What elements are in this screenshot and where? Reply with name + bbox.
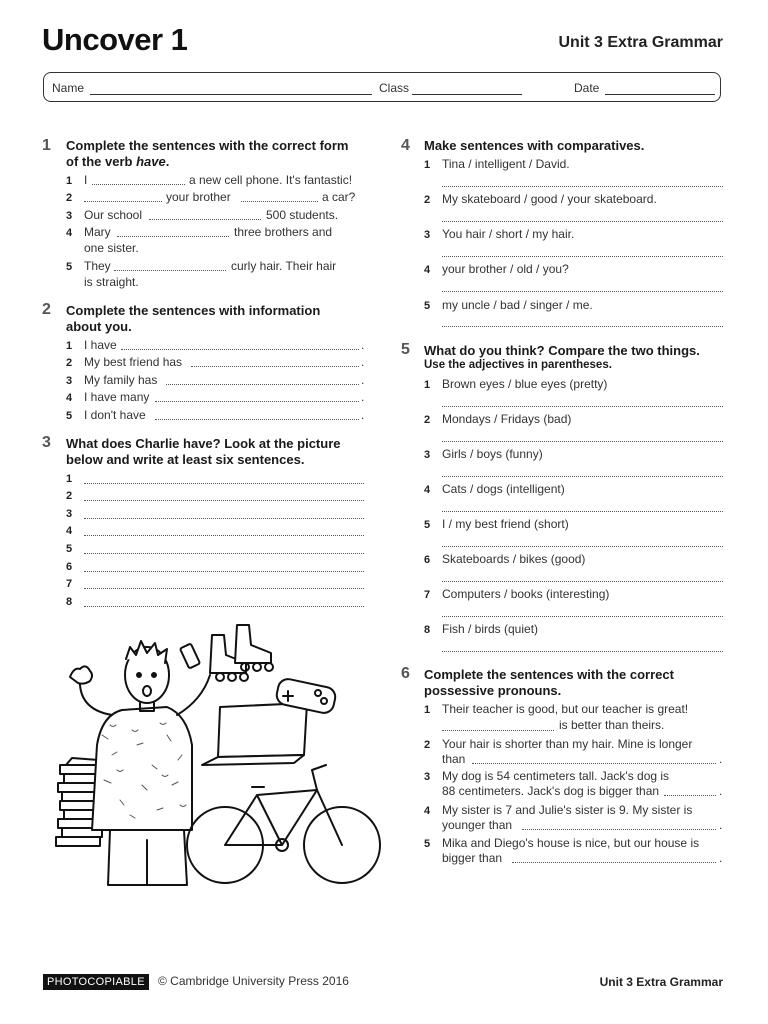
s4-item-1-text: Tina / intelligent / David. xyxy=(442,157,570,171)
footer-unit-title: Unit 3 Extra Grammar xyxy=(599,975,723,989)
s3-line-1-number: 1 xyxy=(66,473,73,485)
s6-item-5-period: . xyxy=(719,851,723,865)
s2-item-5-number: 5 xyxy=(66,410,73,422)
s2-item-2-number: 2 xyxy=(66,357,73,369)
s1-item-1-blank[interactable] xyxy=(92,184,185,185)
section-3-number: 3 xyxy=(42,434,51,451)
s6-item-2-text-b: than xyxy=(442,752,466,766)
s4-item-2-number: 2 xyxy=(424,194,431,206)
s6-item-4-text-b: younger than xyxy=(442,818,513,832)
section-6-title: Complete the sentences with the correct possessive pronouns. xyxy=(424,667,674,698)
s6-item-2-text-a: Your hair is shorter than my hair. Mine is longer xyxy=(442,737,693,751)
s6-item-3-period: . xyxy=(719,784,723,798)
s4-item-5-number: 5 xyxy=(424,300,431,312)
s4-item-4-answer-line[interactable] xyxy=(442,291,723,292)
s5-item-1-number: 1 xyxy=(424,379,431,391)
s1-item-2-number: 2 xyxy=(66,192,73,204)
s6-item-1-number: 1 xyxy=(424,704,431,716)
s5-item-3-text: Girls / boys (funny) xyxy=(442,447,543,461)
copyright-text: © Cambridge University Press 2016 xyxy=(158,974,349,988)
s5-item-1-text: Brown eyes / blue eyes (pretty) xyxy=(442,377,608,391)
s5-item-5-answer-line[interactable] xyxy=(442,546,723,547)
s1-item-2-blank-b[interactable] xyxy=(241,201,318,202)
s3-line-3[interactable] xyxy=(84,518,364,519)
name-label: Name xyxy=(52,81,85,95)
s2-item-1-period: . xyxy=(361,338,365,352)
date-label: Date xyxy=(574,81,600,95)
bicycle-icon xyxy=(187,765,380,883)
s3-line-4-number: 4 xyxy=(66,525,73,537)
s6-item-1-text-a: Their teacher is good, but our teacher is great! xyxy=(442,702,689,716)
s3-line-2[interactable] xyxy=(84,500,364,501)
s1-item-5-blank[interactable] xyxy=(114,270,226,271)
section-2-title: Complete the sentences with information about you. xyxy=(66,303,321,334)
section-1-title: Complete the sentences with the correct form of the verb have. xyxy=(66,138,349,169)
s2-item-2-text: My best friend has xyxy=(84,355,183,369)
s2-item-1-blank[interactable] xyxy=(121,349,359,350)
s2-item-5-period: . xyxy=(361,408,365,422)
s1-item-2-blank-a[interactable] xyxy=(84,201,162,202)
s2-item-3-number: 3 xyxy=(66,375,73,387)
brand-logo: Uncover 1 xyxy=(42,22,188,57)
s5-item-5-number: 5 xyxy=(424,519,431,531)
s3-line-8[interactable] xyxy=(84,606,364,607)
s2-item-3-period: . xyxy=(361,373,365,387)
s6-item-5-text-a: Mika and Diego's house is nice, but our house is xyxy=(442,836,700,850)
s3-line-7[interactable] xyxy=(84,588,364,589)
s2-item-4-text: I have many xyxy=(84,390,150,404)
s1-item-5-number: 5 xyxy=(66,261,73,273)
s1-item-4-number: 4 xyxy=(66,227,73,239)
s1-item-5-text-a: They xyxy=(84,259,111,273)
rollerblades-icon xyxy=(210,625,273,681)
s6-item-3-number: 3 xyxy=(424,771,431,783)
s6-item-5-number: 5 xyxy=(424,838,431,850)
s4-item-4-number: 4 xyxy=(424,264,431,276)
s1-item-3-text-b: 500 students. xyxy=(266,208,339,222)
s5-item-6-text: Skateboards / bikes (good) xyxy=(442,552,586,566)
s6-item-4-period: . xyxy=(719,818,723,832)
s6-item-4-text-a: My sister is 7 and Julie's sister is 9. My sister is xyxy=(442,803,693,817)
s4-item-5-answer-line[interactable] xyxy=(442,326,723,327)
s4-item-3-answer-line[interactable] xyxy=(442,256,723,257)
s5-item-8-text: Fish / birds (quiet) xyxy=(442,622,539,636)
s2-item-2-period: . xyxy=(361,355,365,369)
s3-line-8-number: 8 xyxy=(66,596,73,608)
s5-item-7-answer-line[interactable] xyxy=(442,616,723,617)
s4-item-4-text: your brother / old / you? xyxy=(442,262,569,276)
s4-item-2-answer-line[interactable] xyxy=(442,221,723,222)
s5-item-4-answer-line[interactable] xyxy=(442,511,723,512)
s1-item-5-text-c: is straight. xyxy=(84,275,139,289)
section-2-number: 2 xyxy=(42,301,51,318)
s1-item-2-text-c: a car? xyxy=(322,190,356,204)
s2-item-1-text: I have xyxy=(84,338,117,352)
s3-line-5-number: 5 xyxy=(66,543,73,555)
s4-item-3-text: You hair / short / my hair. xyxy=(442,227,575,241)
s3-line-6-number: 6 xyxy=(66,561,73,573)
s5-item-8-answer-line[interactable] xyxy=(442,651,723,652)
s5-item-1-answer-line[interactable] xyxy=(442,406,723,407)
s6-item-3-blank[interactable] xyxy=(664,795,716,796)
class-label: Class xyxy=(379,81,410,95)
class-line[interactable] xyxy=(412,94,522,95)
s6-item-3-text-b: 88 centimeters. Jack's dog is bigger than xyxy=(442,784,660,798)
s1-item-3-number: 3 xyxy=(66,210,73,222)
s6-item-2-period: . xyxy=(719,752,723,766)
s3-line-5[interactable] xyxy=(84,553,364,554)
s2-item-5-blank[interactable] xyxy=(155,419,359,420)
s5-item-4-text: Cats / dogs (intelligent) xyxy=(442,482,565,496)
s2-item-3-blank[interactable] xyxy=(166,384,359,385)
student-info-box xyxy=(43,72,721,102)
s4-item-1-answer-line[interactable] xyxy=(442,186,723,187)
s6-item-3-text-a: My dog is 54 centimeters tall. Jack's dog is xyxy=(442,769,670,783)
s5-item-6-answer-line[interactable] xyxy=(442,581,723,582)
s6-item-1-text-b: is better than theirs. xyxy=(559,718,665,732)
section-5-number: 5 xyxy=(401,341,410,358)
section-5-subtitle: Use the adjectives in parentheses. xyxy=(424,359,612,371)
s1-item-1-text-b: a new cell phone. It's fantastic! xyxy=(189,173,353,187)
s4-item-2-text: My skateboard / good / your skateboard. xyxy=(442,192,657,206)
s2-item-5-text: I don't have xyxy=(84,408,146,422)
s2-item-4-number: 4 xyxy=(66,392,73,404)
date-line[interactable] xyxy=(605,94,715,95)
section-6-number: 6 xyxy=(401,665,410,682)
charlie-illustration xyxy=(42,615,382,890)
s1-item-4-blank[interactable] xyxy=(117,236,229,237)
s3-line-1[interactable] xyxy=(84,483,364,484)
s1-item-5-text-b: curly hair. Their hair xyxy=(231,259,337,273)
s3-line-6[interactable] xyxy=(84,571,364,572)
s5-item-4-number: 4 xyxy=(424,484,431,496)
s6-item-1-blank[interactable] xyxy=(442,730,554,731)
s4-item-1-number: 1 xyxy=(424,159,431,171)
s6-item-2-number: 2 xyxy=(424,739,431,751)
s6-item-4-blank[interactable] xyxy=(522,829,716,830)
s3-line-3-number: 3 xyxy=(66,508,73,520)
s5-item-5-text: I / my best friend (short) xyxy=(442,517,569,531)
s2-item-3-text: My family has xyxy=(84,373,158,387)
s6-item-5-blank[interactable] xyxy=(512,862,716,863)
laptop-icon xyxy=(202,703,307,765)
s1-item-3-text-a: Our school xyxy=(84,208,143,222)
s5-item-7-number: 7 xyxy=(424,589,431,601)
s4-item-3-number: 3 xyxy=(424,229,431,241)
s6-item-5-text-b: bigger than xyxy=(442,851,503,865)
s1-item-4-text-a: Mary xyxy=(84,225,111,239)
s3-line-7-number: 7 xyxy=(66,578,73,590)
s2-item-2-blank[interactable] xyxy=(191,366,359,367)
s5-item-6-number: 6 xyxy=(424,554,431,566)
section-1-number: 1 xyxy=(42,137,51,154)
s5-item-2-text: Mondays / Fridays (bad) xyxy=(442,412,572,426)
s6-item-2-blank[interactable] xyxy=(472,763,716,764)
s5-item-3-number: 3 xyxy=(424,449,431,461)
s2-item-1-number: 1 xyxy=(66,340,73,352)
s6-item-4-number: 4 xyxy=(424,805,431,817)
s1-item-3-blank[interactable] xyxy=(149,219,261,220)
s5-item-7-text: Computers / books (interesting) xyxy=(442,587,610,601)
s2-item-4-blank[interactable] xyxy=(155,401,359,402)
s5-item-2-number: 2 xyxy=(424,414,431,426)
photocopiable-badge: PHOTOCOPIABLE xyxy=(43,974,149,990)
s1-item-2-text-b: your brother xyxy=(166,190,231,204)
section-3-title: What does Charlie have? Look at the picture below and write at least six sentences. xyxy=(66,436,341,467)
section-5-title: What do you think? Compare the two things. xyxy=(424,343,700,358)
s1-item-1-number: 1 xyxy=(66,175,73,187)
section-4-title: Make sentences with comparatives. xyxy=(424,138,645,153)
unit-title: Unit 3 Extra Grammar xyxy=(558,34,723,51)
s5-item-3-answer-line[interactable] xyxy=(442,476,723,477)
s5-item-8-number: 8 xyxy=(424,624,431,636)
name-line[interactable] xyxy=(90,94,372,95)
s1-item-4-text-c: one sister. xyxy=(84,241,139,255)
s3-line-4[interactable] xyxy=(84,535,364,536)
s1-item-1-text-a: I xyxy=(84,173,88,187)
section-4-number: 4 xyxy=(401,137,410,154)
s1-item-4-text-b: three brothers and xyxy=(234,225,333,239)
s3-line-2-number: 2 xyxy=(66,490,73,502)
s2-item-4-period: . xyxy=(361,390,365,404)
s5-item-2-answer-line[interactable] xyxy=(442,441,723,442)
s4-item-5-text: my uncle / bad / singer / me. xyxy=(442,298,593,312)
